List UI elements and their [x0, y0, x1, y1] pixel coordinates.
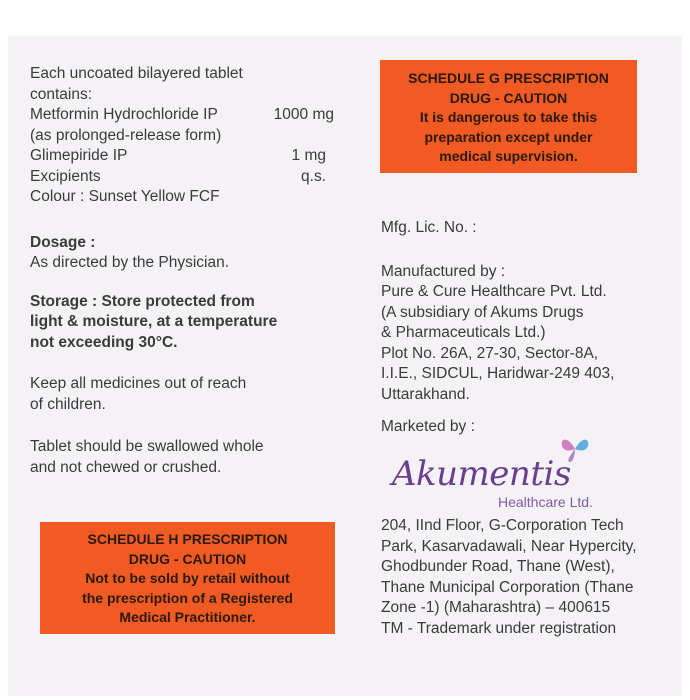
address-line: TM - Trademark under registration: [381, 619, 617, 637]
dosage-text: As directed by the Physician.: [30, 254, 230, 271]
schedule-g-line: DRUG - CAUTION: [449, 89, 568, 106]
ingredient-amount: 1000 mg: [273, 106, 334, 123]
ingredient-name: Glimepiride IP: [30, 147, 128, 164]
ingredient-row: [30, 146, 326, 167]
address-line: Ghodbunder Road, Thane (West),: [381, 558, 615, 575]
children-warning-line: Keep all medicines out of reach: [30, 375, 247, 392]
schedule-h-line: the prescription of a Registered: [82, 589, 293, 606]
dosage-heading: Dosage :: [30, 233, 96, 251]
manufacturer-line: Uttarakhand.: [381, 385, 470, 403]
manufacturer-line: I.I.E., SIDCUL, Haridwar-249 403,: [381, 365, 615, 382]
manufacturer-line: Plot No. 26A, 27-30, Sector-8A,: [381, 344, 599, 362]
manufacturer-heading: Manufactured by :: [381, 262, 506, 280]
ingredient-row: [30, 126, 334, 147]
schedule-h-line: DRUG - CAUTION: [128, 550, 247, 567]
brand-name: Akumentis: [392, 454, 571, 494]
storage-line: Storage : Store protected from: [30, 292, 255, 310]
schedule-g-line: It is dangerous to take this: [419, 109, 598, 125]
swallow-instruction-line: Tablet should be swallowed whole: [30, 438, 264, 455]
ingredient-row: [30, 167, 326, 188]
ingredient-name: Metformin Hydrochloride IP: [30, 106, 218, 123]
right-column: [381, 218, 681, 438]
swallow-instruction-line: and not chewed or crushed.: [30, 458, 222, 476]
ingredient-amount: 1 mg: [291, 147, 326, 164]
brand-subtitle: Healthcare Ltd.: [498, 494, 593, 510]
schedule-h-warning-box: [40, 522, 335, 634]
ingredient-row: [30, 187, 334, 208]
schedule-g-line: medical supervision.: [439, 148, 578, 164]
storage-line: not exceeding 30°C.: [30, 333, 178, 351]
storage-line: light & moisture, at a temperature: [30, 313, 278, 330]
address-line: Thane Municipal Corporation (Thane: [381, 578, 634, 596]
akumentis-logo: [378, 448, 638, 518]
manufacturer-line: & Pharmaceuticals Ltd.): [381, 324, 546, 341]
ingredient-amount: q.s.: [301, 167, 326, 185]
composition-line: contains:: [30, 85, 93, 103]
ingredient-name: (as prolonged-release form): [30, 126, 222, 144]
schedule-g-line: SCHEDULE G PRESCRIPTION: [408, 70, 609, 86]
ingredient-row: [30, 105, 334, 126]
left-column: [30, 64, 350, 478]
marketer-address: [381, 516, 681, 639]
composition-line: Each uncoated bilayered tablet: [30, 65, 243, 82]
manufacturer-line: Pure & Cure Healthcare Pvt. Ltd.: [381, 283, 607, 300]
address-line: Park, Kasarvadawali, Near Hypercity,: [381, 537, 637, 555]
license-number: Mfg. Lic. No. :: [381, 219, 477, 236]
address-line: Zone -1) (Maharashtra) – 400615: [381, 599, 611, 616]
manufacturer-line: (A subsidiary of Akums Drugs: [381, 303, 584, 321]
ingredient-name: Colour : Sunset Yellow FCF: [30, 188, 220, 205]
schedule-h-line: SCHEDULE H PRESCRIPTION: [87, 531, 288, 547]
children-warning-line: of children.: [30, 395, 106, 413]
ingredient-name: Excipients: [30, 167, 101, 185]
schedule-h-line: Medical Practitioner.: [119, 609, 256, 625]
marketer-heading: Marketed by :: [381, 418, 475, 435]
schedule-h-line: Not to be sold by retail without: [85, 570, 290, 586]
schedule-g-warning-box: [380, 60, 637, 173]
address-line: 204, IInd Floor, G-Corporation Tech: [381, 517, 624, 534]
schedule-g-line: preparation except under: [424, 128, 593, 145]
